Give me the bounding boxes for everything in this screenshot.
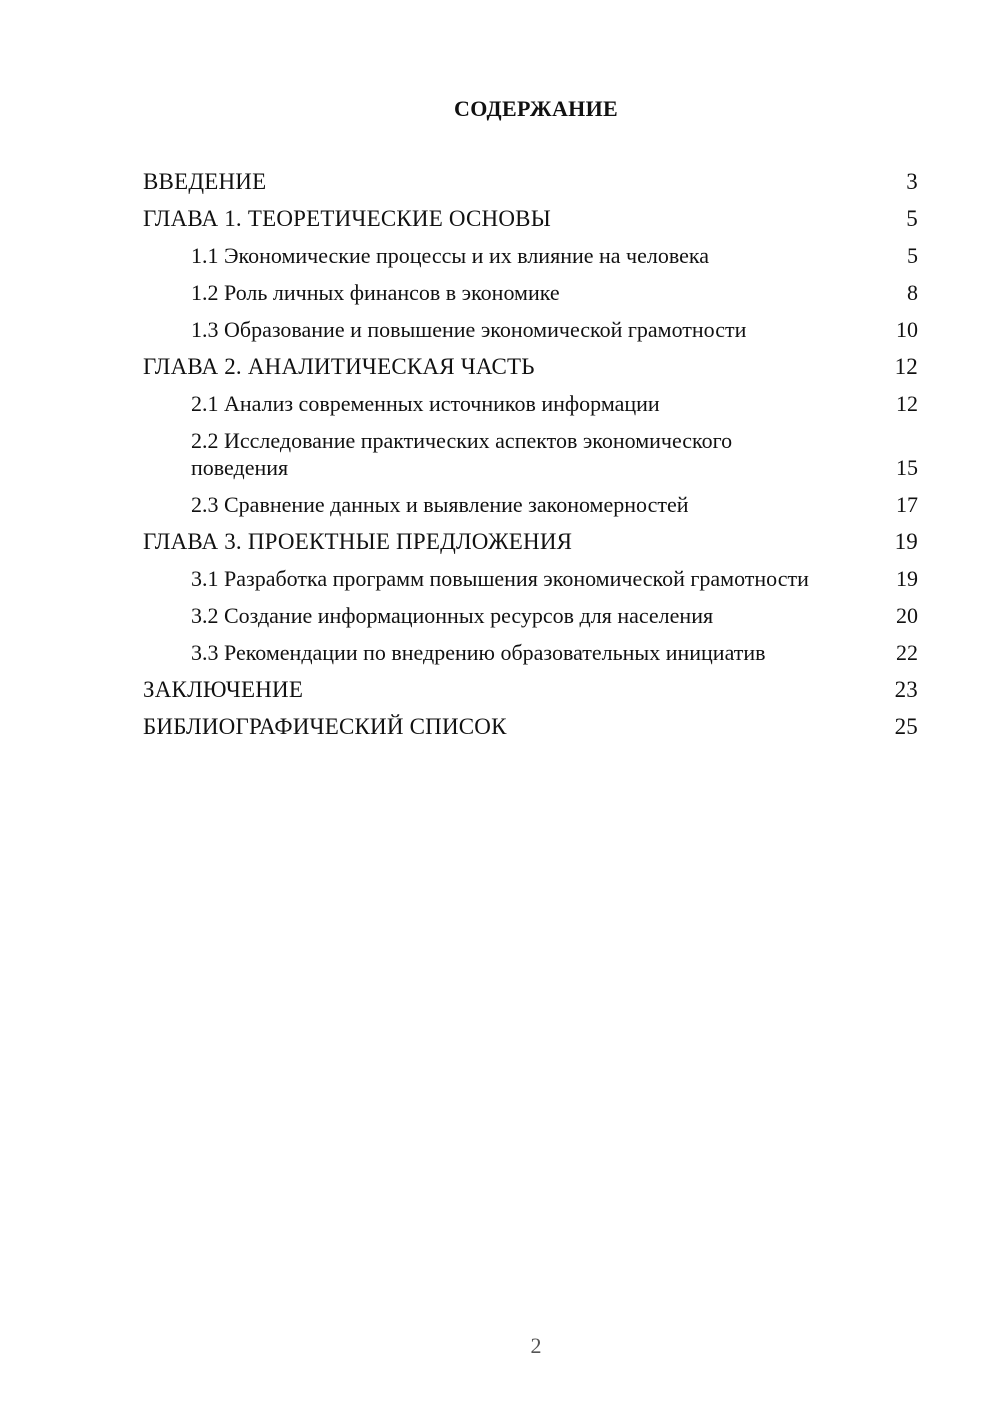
toc-entry-page: 15	[896, 455, 918, 480]
toc-entry[interactable]	[143, 205, 918, 232]
toc-entry-text: 1.3 Образование и повышение экономической грамотности	[191, 317, 747, 342]
toc-entry[interactable]	[143, 491, 918, 518]
toc-entry-page: 19	[896, 566, 918, 591]
toc-entry[interactable]	[143, 602, 918, 629]
toc-entry-text: ЗАКЛЮЧЕНИЕ	[143, 677, 304, 702]
toc-entry[interactable]	[143, 639, 918, 666]
toc-entry[interactable]	[143, 565, 918, 592]
toc-entry[interactable]	[143, 676, 918, 703]
toc-entry-text: 2.3 Сравнение данных и выявление закономерностей	[191, 492, 689, 517]
toc-entry-page: 8	[907, 280, 918, 305]
table-of-contents	[143, 168, 918, 750]
toc-entry-page: 23	[894, 677, 918, 702]
toc-entry[interactable]	[143, 713, 918, 740]
toc-entry-text: 1.2 Роль личных финансов в экономике	[191, 280, 560, 305]
toc-entry-page: 22	[896, 640, 918, 665]
page-number: 2	[530, 1333, 542, 1358]
toc-entry-page: 19	[894, 529, 918, 554]
toc-entry-page: 20	[896, 603, 918, 628]
toc-entry-text: ВВЕДЕНИЕ	[143, 169, 267, 194]
toc-entry[interactable]	[143, 168, 918, 195]
toc-entry-page: 3	[906, 169, 918, 194]
toc-entry-page: 5	[906, 206, 918, 231]
toc-entry[interactable]	[143, 390, 918, 417]
toc-entry[interactable]	[143, 353, 918, 380]
toc-entry-page: 25	[894, 714, 918, 739]
toc-entry-text: 3.2 Создание информационных ресурсов для населения	[191, 603, 714, 628]
toc-title: СОДЕРЖАНИЕ	[454, 96, 618, 121]
toc-entry-text: 3.1 Разработка программ повышения экономической грамотности	[191, 566, 809, 591]
toc-entry-page: 10	[896, 317, 918, 342]
toc-entry[interactable]	[143, 316, 918, 343]
toc-entry-text: 2.1 Анализ современных источников информации	[191, 391, 660, 416]
toc-entry-page: 12	[894, 354, 918, 379]
toc-entry-page: 5	[907, 243, 918, 268]
toc-entry[interactable]	[143, 427, 918, 481]
toc-entry-page: 12	[896, 391, 918, 416]
toc-entry[interactable]	[143, 279, 918, 306]
toc-entry-text: БИБЛИОГРАФИЧЕСКИЙ СПИСОК	[143, 714, 507, 739]
toc-entry-text: ГЛАВА 3. ПРОЕКТНЫЕ ПРЕДЛОЖЕНИЯ	[143, 529, 573, 554]
toc-entry[interactable]	[143, 242, 918, 269]
toc-entry-text: 3.3 Рекомендации по внедрению образовательных инициатив	[191, 640, 766, 665]
toc-entry-text: 1.1 Экономические процессы и их влияние на человека	[191, 243, 709, 268]
toc-entry-text: ГЛАВА 2. АНАЛИТИЧЕСКАЯ ЧАСТЬ	[143, 354, 535, 379]
toc-entry-text: 2.2 Исследование практических аспектов экономического поведения	[191, 428, 733, 480]
toc-entry[interactable]	[143, 528, 918, 555]
toc-entry-text: ГЛАВА 1. ТЕОРЕТИЧЕСКИЕ ОСНОВЫ	[143, 206, 551, 231]
toc-entry-page: 17	[896, 492, 918, 517]
